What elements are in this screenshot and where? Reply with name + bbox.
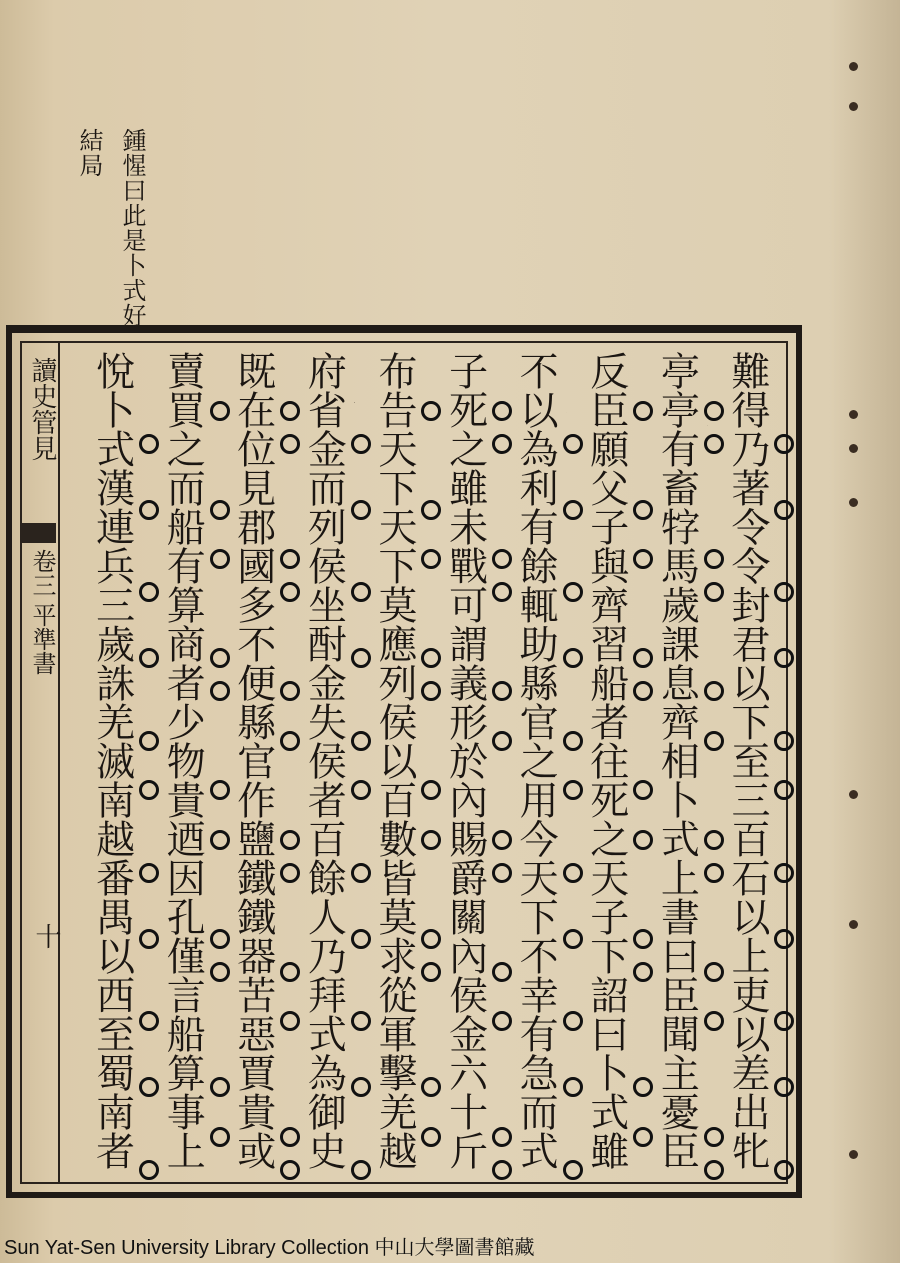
emphasis-circle-mark [421,780,441,800]
emphasis-circle-mark [210,780,230,800]
emphasis-circle-mark [280,830,300,850]
emphasis-circle-mark [421,500,441,520]
emphasis-circle-mark [421,681,441,701]
emphasis-circle-mark [633,830,653,850]
emphasis-circle-mark [704,863,724,883]
emphasis-circle-mark [563,1160,583,1180]
emphasis-circle-mark [139,582,159,602]
emphasis-circle-mark [210,962,230,982]
binding-hole [849,62,858,71]
emphasis-circle-mark [421,549,441,569]
emphasis-circle-mark [421,1077,441,1097]
emphasis-circle-mark [280,549,300,569]
emphasis-circle-mark [139,929,159,949]
chapter-label: 平準書 [28,603,56,675]
emphasis-circle-mark [563,500,583,520]
emphasis-circle-mark [421,648,441,668]
emphasis-circle-mark [210,401,230,421]
binding-hole [849,410,858,419]
emphasis-circle-mark [492,401,512,421]
emphasis-circle-mark [774,780,794,800]
emphasis-circle-mark [633,780,653,800]
emphasis-circle-mark [139,648,159,668]
emphasis-circle-mark [774,929,794,949]
library-collection-stamp: Sun Yat-Sen University Library Collection 中山大學圖書館藏 [4,1237,535,1259]
emphasis-circle-mark [280,863,300,883]
emphasis-circle-mark [633,500,653,520]
emphasis-circle-mark [210,1077,230,1097]
emphasis-circle-mark [633,549,653,569]
emphasis-circle-mark [492,1160,512,1180]
emphasis-circle-mark [563,582,583,602]
emphasis-circle-mark [563,863,583,883]
emphasis-circle-mark [563,1011,583,1031]
emphasis-circle-mark [704,582,724,602]
text-column: 既在位見郡國多不便縣官作鹽鐵鐵器苦惡賈貴或 [230,351,276,1170]
emphasis-circle-mark [492,1011,512,1031]
emphasis-circle-mark [563,929,583,949]
emphasis-circle-mark [774,731,794,751]
text-column: 子死之雖未戰可謂義形於內賜爵關內侯金六十斤 [442,351,488,1170]
emphasis-circle-mark [139,731,159,751]
text-column: 難得乃著令令封君以下至三百石以上吏以差出牝 [724,351,770,1170]
text-column: 布告天下天下莫應列侯以百數皆莫求從軍擊羌越 [371,351,417,1170]
emphasis-circle-mark [704,434,724,454]
emphasis-circle-mark [139,1077,159,1097]
binding-hole [849,102,858,111]
emphasis-circle-mark [774,1077,794,1097]
emphasis-circle-mark [421,830,441,850]
emphasis-circle-mark [421,929,441,949]
emphasis-circle-mark [704,1160,724,1180]
emphasis-circle-mark [492,434,512,454]
emphasis-circle-mark [492,549,512,569]
emphasis-circle-mark [351,780,371,800]
emphasis-circle-mark [280,962,300,982]
emphasis-circle-mark [774,863,794,883]
main-text-body [72,351,778,1191]
top-commentary-column: 結局 [75,128,103,178]
emphasis-circle-mark [492,962,512,982]
emphasis-circle-mark [704,962,724,982]
emphasis-circle-mark [492,863,512,883]
emphasis-circle-mark [210,500,230,520]
emphasis-circle-mark [351,1077,371,1097]
emphasis-circle-mark [563,648,583,668]
emphasis-circle-mark [704,731,724,751]
emphasis-circle-mark [633,681,653,701]
emphasis-circle-mark [210,830,230,850]
emphasis-circle-mark [421,1127,441,1147]
emphasis-circle-mark [280,1160,300,1180]
emphasis-circle-mark [421,962,441,982]
emphasis-circle-mark [139,863,159,883]
text-column: 亭亭有畜牸馬歲課息齊相卜式上書曰臣聞主憂臣 [654,351,700,1170]
emphasis-circle-mark [704,681,724,701]
emphasis-circle-mark [210,929,230,949]
emphasis-circle-mark [351,582,371,602]
text-column: 反臣願父子與齊習船者往死之天子下詔曰卜式雖 [583,351,629,1170]
text-column: 不以為利有餘輒助縣官之用今天下不幸有急而式 [513,351,559,1170]
emphasis-circle-mark [704,401,724,421]
emphasis-circle-mark [139,434,159,454]
center-fold-column [22,343,60,1182]
emphasis-circle-mark [563,434,583,454]
binding-hole [849,1150,858,1159]
book-title: 讀史管見 [27,357,57,461]
binding-hole [849,444,858,453]
emphasis-circle-mark [351,863,371,883]
emphasis-circle-mark [139,500,159,520]
emphasis-circle-mark [492,1127,512,1147]
binding-hole [849,498,858,507]
emphasis-circle-mark [704,830,724,850]
emphasis-circle-mark [704,1011,724,1031]
text-column: 賣買之而船有算商者少物貴迺因孔僅言船算事上 [160,351,206,1170]
text-frame-inner [20,341,788,1184]
emphasis-circle-mark [774,1011,794,1031]
emphasis-circle-mark [633,1077,653,1097]
binding-hole [849,920,858,929]
emphasis-circle-mark [774,1160,794,1180]
emphasis-circle-mark [280,434,300,454]
fishtail-mark [22,523,56,543]
emphasis-circle-mark [774,434,794,454]
emphasis-circle-mark [280,401,300,421]
emphasis-circle-mark [280,731,300,751]
emphasis-circle-mark [210,648,230,668]
top-commentary [72,128,150,328]
emphasis-circle-mark [492,731,512,751]
emphasis-circle-mark [139,780,159,800]
emphasis-circle-mark [492,830,512,850]
emphasis-circle-mark [351,1160,371,1180]
emphasis-circle-mark [139,1160,159,1180]
emphasis-circle-mark [774,582,794,602]
emphasis-circle-mark [563,1077,583,1097]
emphasis-circle-mark [351,929,371,949]
emphasis-circle-mark [563,780,583,800]
emphasis-circle-mark [351,434,371,454]
emphasis-circle-mark [492,582,512,602]
emphasis-circle-mark [704,549,724,569]
page-number: 十 [31,923,61,949]
emphasis-circle-mark [210,681,230,701]
binding-hole [849,790,858,799]
emphasis-circle-mark [633,929,653,949]
emphasis-circle-mark [633,962,653,982]
text-column: 府省金而列侯坐酎金失侯者百餘人乃拜式為御史 [301,351,347,1170]
binding-margin [830,0,900,1263]
emphasis-circle-mark [351,1011,371,1031]
emphasis-circle-mark [351,500,371,520]
emphasis-circle-mark [139,1011,159,1031]
emphasis-circle-mark [280,681,300,701]
emphasis-circle-mark [351,731,371,751]
emphasis-circle-mark [351,648,371,668]
emphasis-circle-mark [492,681,512,701]
top-commentary-column: 鍾惺曰此是卜式好 [118,128,146,328]
emphasis-circle-mark [774,500,794,520]
emphasis-circle-mark [633,1127,653,1147]
emphasis-circle-mark [421,401,441,421]
emphasis-circle-mark [210,549,230,569]
emphasis-circle-mark [280,1011,300,1031]
fold-labels [25,549,60,1109]
emphasis-circle-mark [704,1127,724,1147]
text-frame [6,325,802,1198]
emphasis-circle-mark [563,731,583,751]
emphasis-circle-mark [633,648,653,668]
emphasis-circle-mark [210,1127,230,1147]
emphasis-circle-mark [280,582,300,602]
emphasis-circle-mark [280,1127,300,1147]
emphasis-circle-mark [633,401,653,421]
text-column: 悅卜式漢連兵三歲誅羌滅南越番禺以西至蜀南者 [89,351,135,1170]
emphasis-circle-mark [774,648,794,668]
volume-label: 卷三 [28,549,56,597]
